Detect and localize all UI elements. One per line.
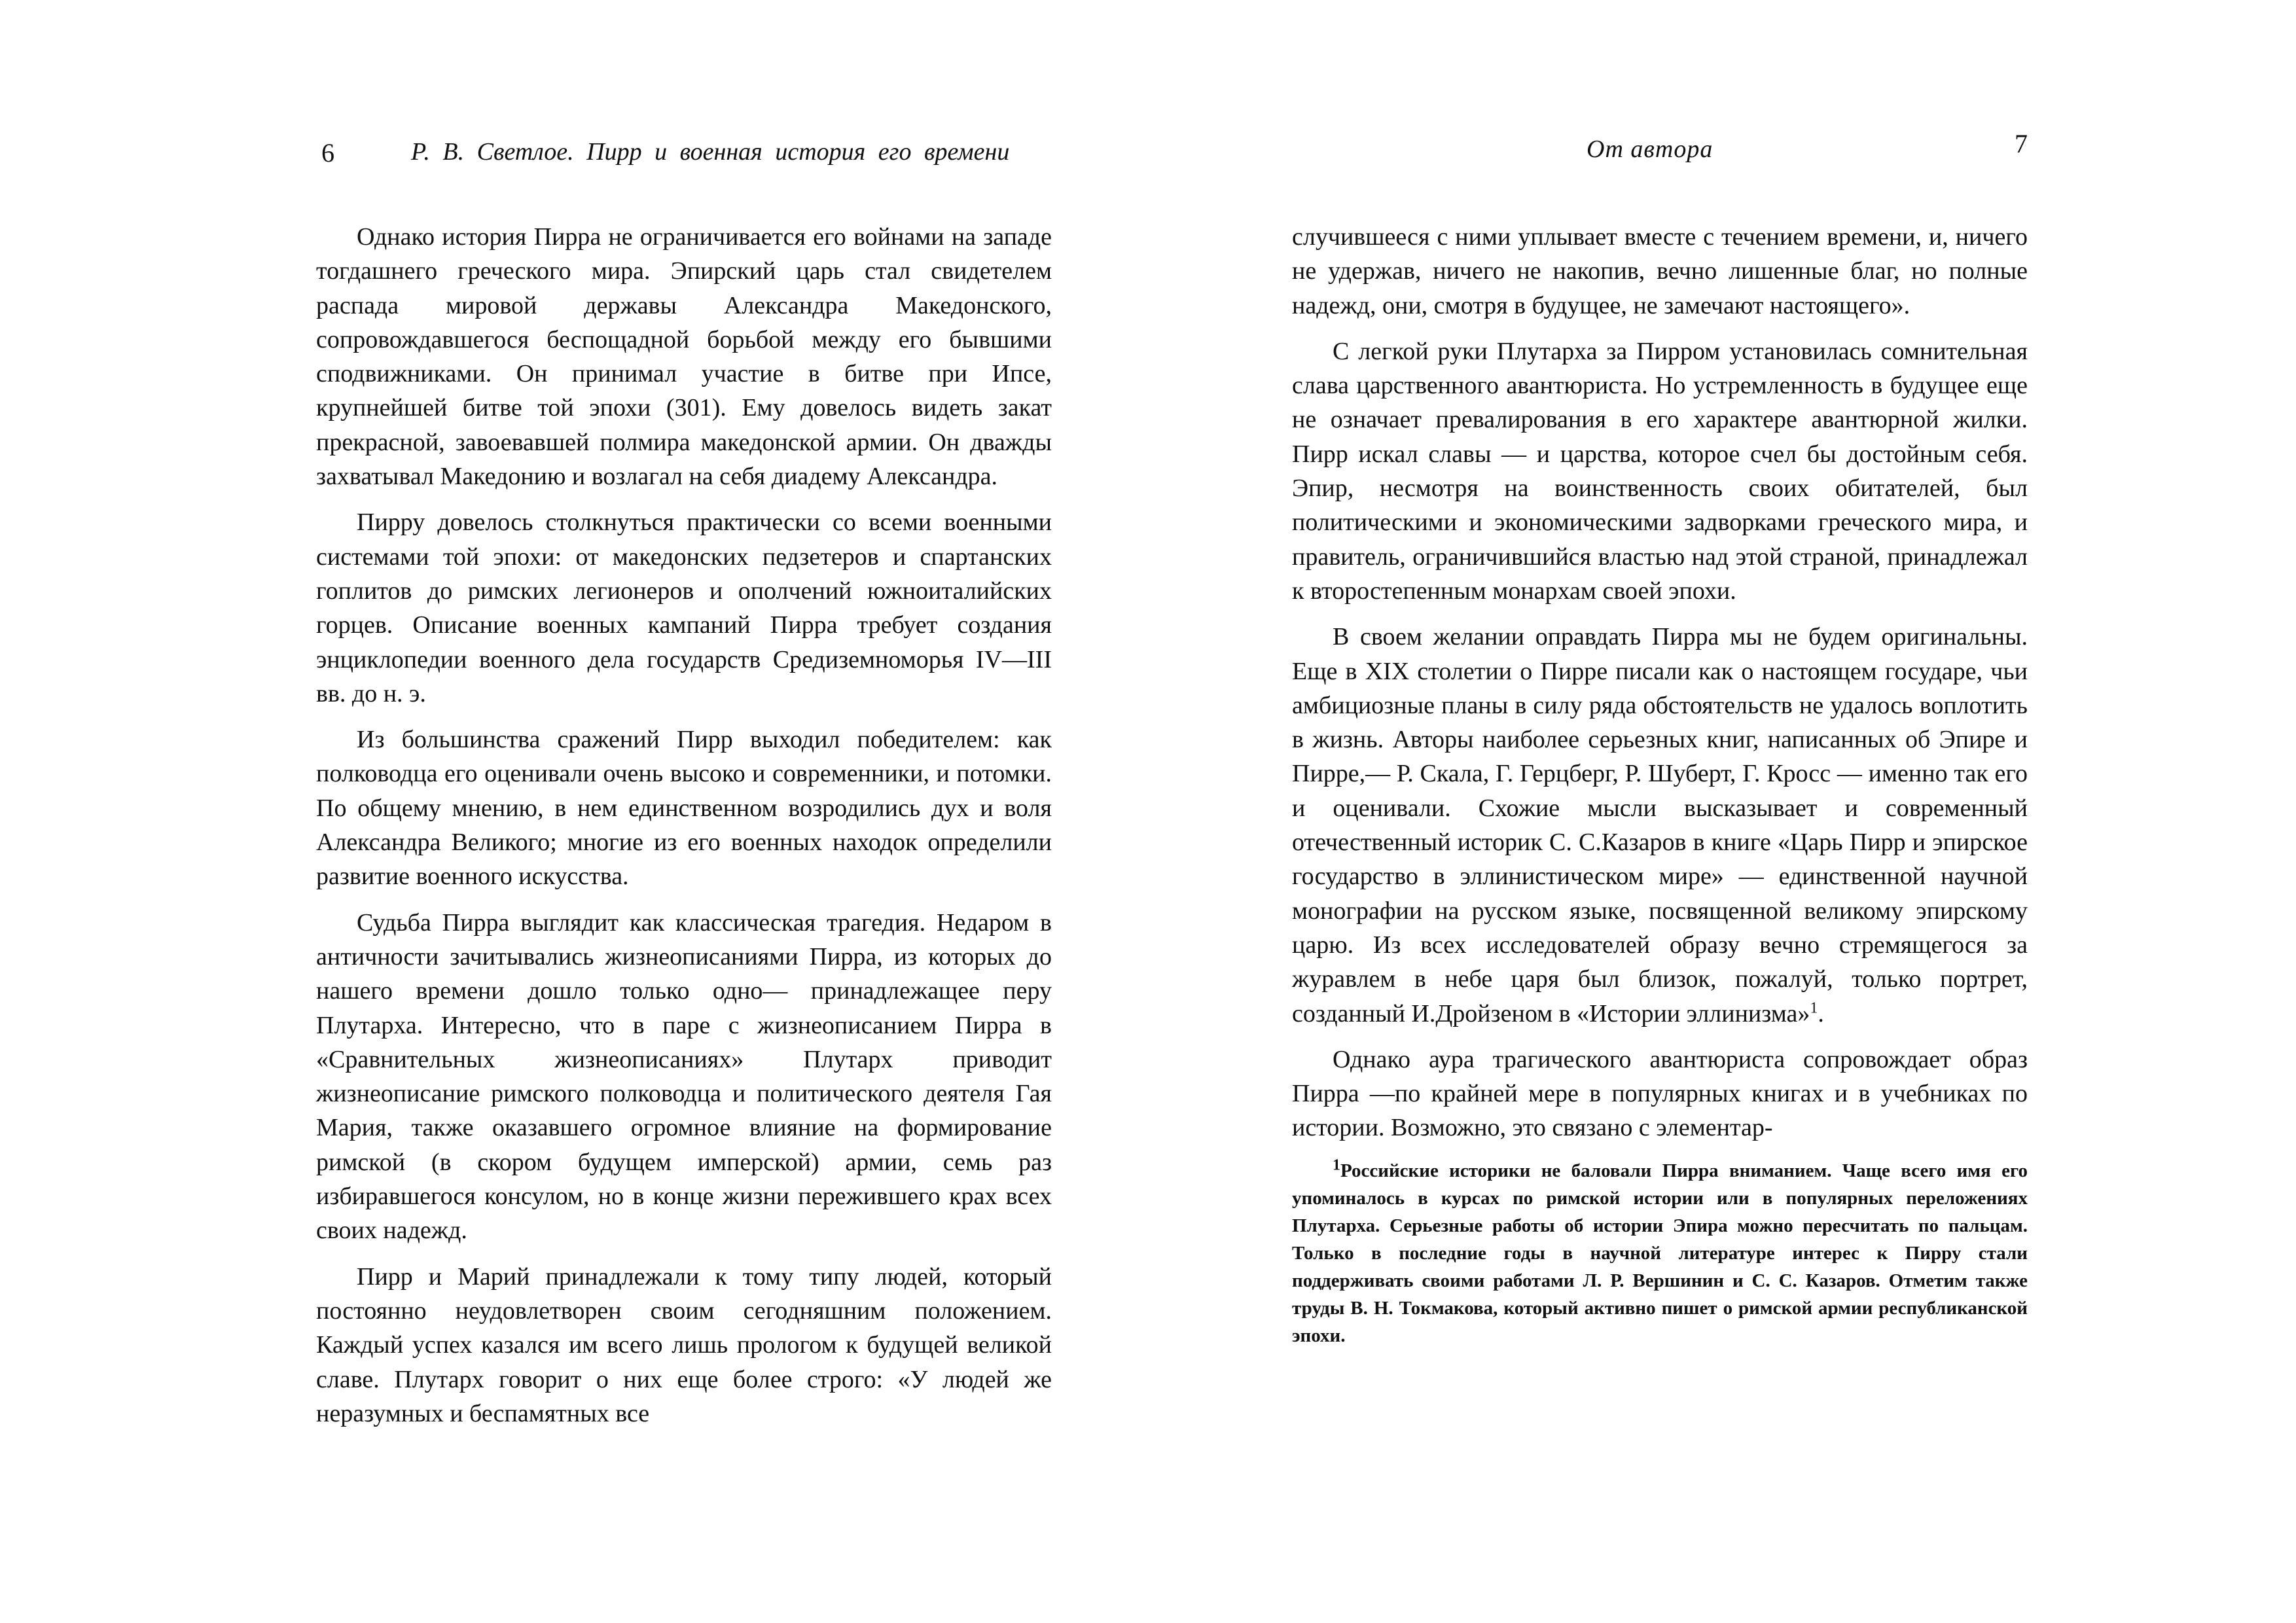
footnote-reference[interactable]: 1 — [1810, 999, 1818, 1016]
running-head-left: Р. В. Светлое. Пирр и военная история его времени — [411, 138, 1010, 166]
paragraph: Из большинства сражений Пирр выходил победителем: как полководца его оценивали очень высоко и современники, и потомки. По общему мнению, в нем единственном возродились дух и воля Александра Великого; многие из его военных находок определили развитие военного искусства. — [316, 726, 1052, 891]
footnote — [1292, 1157, 2028, 1349]
paragraph-continuation: случившееся с ними уплывает вместе с течением времени, и, ничего не удержав, ничего не накопив, вечно лишенные благ, но полные надежд, они, смотря в будущее, не замечают настоящего». — [1292, 223, 2028, 319]
paragraph: Однако аура трагического авантюриста сопровождает образ Пирра —по крайней мере в популярных книгах и в учебниках по истории. Возможно, это связано с элементар- — [1292, 1045, 2028, 1142]
paragraph-text: В своем желании оправдать Пирра мы не будем оригинальны. Еще в XIX столетии о Пирре писали как о настоящем государе, чьи амбициозные планы в силу ряда обстоятельств не удалось воплотить в жизнь. Авторы наиболее серьезных книг, написанных об Эпире и Пирре,— Р. Скала, Г. Герцберг, Р. Шуберт, Г. Кросс — именно так его и оценивали. Схожие мысли высказывает и современный отечественный историк С. С.Казаров в книге «Царь Пирр и эпирское государство в эллинистическом мире» — единственной научной монографии на русском языке, посвященной великому эпирскому царю. Из всех исследователей образу вечно стремящегося за журавлем в небе царя был близок, пожалуй, только портрет, созданный И.Дройзеном в «Истории эллинизма» — [1292, 623, 2028, 1027]
right-text-column — [1292, 220, 2028, 1349]
paragraph-end: . — [1818, 999, 1824, 1027]
paragraph: Пирр и Марий принадлежали к тому типу людей, который постоянно неудовлетворен своим сегодняшним положением. Каждый успех казался им всего лишь прологом к будущей великой славе. Плутарх говорит о них еще более строго: «У людей же неразумных и беспамятных все — [316, 1262, 1052, 1427]
footnote-marker: 1 — [1333, 1156, 1340, 1174]
left-text-column — [316, 220, 1052, 1442]
paragraph: Пирру довелось столкнуться практически со всеми военными системами той эпохи: от македонских педзетеров и спартанских гоплитов до римских легионеров и ополчений южноиталийских горцев. Описание военных кампаний Пирра требует создания энциклопедии военного дела государств Средиземноморья IV—III вв. до н. э. — [316, 508, 1052, 707]
page-number-left: 6 — [321, 138, 334, 168]
paragraph: Однако история Пирра не ограничивается его войнами на западе тогдашнего греческого мира. Эпирский царь стал свидетелем распада мировой державы Александра Македонского, сопровождавшегося беспощадной борьбой между его бывшими сподвижниками. Он принимал участие в битве при Ипсе, крупнейшей битве той эпохи (301). Ему довелось видеть закат прекрасной, завоевавшей полмира македонской армии. Он дважды захватывал Македонию и возлагал на себя диадему Александра. — [316, 223, 1052, 491]
paragraph: С легкой руки Плутарха за Пирром установилась сомнительная слава царственного авантюриста. Но устремленность в будущее еще не означает превалирования в его характере авантюрной жилки. Пирр искал славы — и царства, которое счел бы достойным себя. Эпир, несмотря на воинственность своих обитателей, был политическими и экономическими задворками греческого мира, и правитель, ограничившийся властью над этой страной, принадлежал к второстепенным монархам своей эпохи. — [1292, 337, 2028, 605]
page-number-right: 7 — [2015, 129, 2028, 158]
paragraph-with-footnote — [1292, 620, 2028, 1031]
paragraph: Судьба Пирра выглядит как классическая трагедия. Недаром в античности зачитывались жизнеописаниями Пирра, из которых до нашего времени дошло только одно— принадлежащее перу Плутарха. Интересно, что в паре с жизнеописанием Пирра в «Сравнительных жизнеописаниях» Плутарх приводит жизнеописание римского полководца и политического деятеля Гая Мария, также оказавшего огромное влияние на формирование римской (в скором будущем имперской) армии, семь раз избиравшегося консулом, но в конце жизни пережившего крах всех своих надежд. — [316, 908, 1052, 1245]
running-head-right: От автора — [1587, 135, 1713, 163]
right-page — [1148, 0, 2296, 1623]
footnote-text: Российские историки не баловали Пирра вниманием. Чаще всего имя его упоминалось в курсах по римской истории или в популярных переложениях Плутарха. Серьезные работы об истории Эпира можно пересчитать по пальцам. Только в последние годы в научной литературе интерес к Пирру стали поддерживать своими работами Л. Р. Вершинин и С. С. Казаров. Отметим также труды В. Н. Токмакова, который активно пишет о римской армии республиканской эпохи. — [1292, 1160, 2028, 1346]
